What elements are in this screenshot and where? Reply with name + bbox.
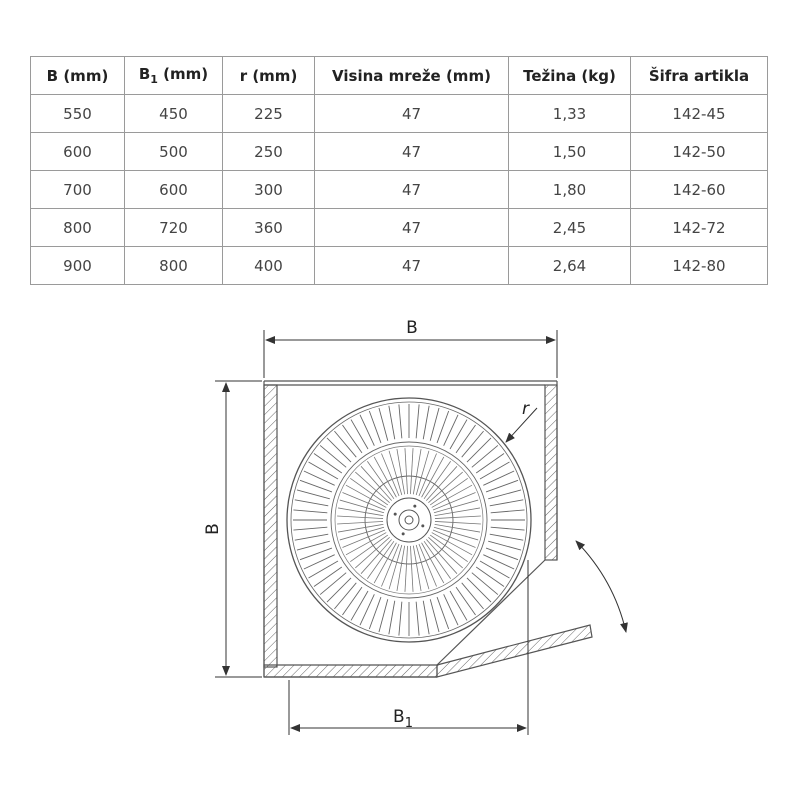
table-cell: 2,64 bbox=[509, 247, 631, 285]
header-tezina: Težina (kg) bbox=[509, 57, 631, 95]
dimension-top-label: B bbox=[406, 318, 418, 338]
header-b: B (mm) bbox=[31, 57, 125, 95]
table-cell: 142-50 bbox=[631, 133, 768, 171]
table-cell: 600 bbox=[125, 171, 223, 209]
table-cell: 142-72 bbox=[631, 209, 768, 247]
header-visina-mreze: Visina mreže (mm) bbox=[315, 57, 509, 95]
header-b1-subscript: 1 bbox=[150, 73, 158, 86]
table-cell: 1,50 bbox=[509, 133, 631, 171]
table-cell: 720 bbox=[125, 209, 223, 247]
table-cell: 142-80 bbox=[631, 247, 768, 285]
table-cell: 360 bbox=[223, 209, 315, 247]
table-cell: 900 bbox=[31, 247, 125, 285]
table-cell: 2,45 bbox=[509, 209, 631, 247]
table-cell: 1,33 bbox=[509, 95, 631, 133]
door-swing-arrow bbox=[576, 541, 626, 632]
header-r: r (mm) bbox=[223, 57, 315, 95]
carousel-basket bbox=[287, 398, 531, 642]
table-cell: 800 bbox=[125, 247, 223, 285]
table-cell: 400 bbox=[223, 247, 315, 285]
header-sifra-artikla: Šifra artikla bbox=[631, 57, 768, 95]
header-b1: $B_1$ (mm) bbox=[125, 57, 223, 95]
dimension-bottom-label: $B_1$ bbox=[393, 707, 413, 731]
right-wall bbox=[545, 385, 557, 560]
table-cell: 600 bbox=[31, 133, 125, 171]
table-cell: 47 bbox=[315, 133, 509, 171]
table-cell: 47 bbox=[315, 95, 509, 133]
dimension-bottom bbox=[289, 560, 528, 735]
table-cell: 142-60 bbox=[631, 171, 768, 209]
left-wall bbox=[264, 385, 277, 667]
bottom-wall bbox=[264, 665, 437, 677]
table-cell: 47 bbox=[315, 247, 509, 285]
table-cell: 47 bbox=[315, 209, 509, 247]
table-cell: 700 bbox=[31, 171, 125, 209]
table-cell: 500 bbox=[125, 133, 223, 171]
table-cell: 47 bbox=[315, 171, 509, 209]
table-cell: 250 bbox=[223, 133, 315, 171]
table-cell: 450 bbox=[125, 95, 223, 133]
table-cell: 550 bbox=[31, 95, 125, 133]
table-cell: 225 bbox=[223, 95, 315, 133]
table-cell: 1,80 bbox=[509, 171, 631, 209]
dimension-left-label: B bbox=[203, 523, 223, 535]
radius-label: r bbox=[522, 399, 529, 419]
table-cell: 300 bbox=[223, 171, 315, 209]
corner-door bbox=[437, 625, 592, 677]
table-cell: 800 bbox=[31, 209, 125, 247]
table-cell: 142-45 bbox=[631, 95, 768, 133]
